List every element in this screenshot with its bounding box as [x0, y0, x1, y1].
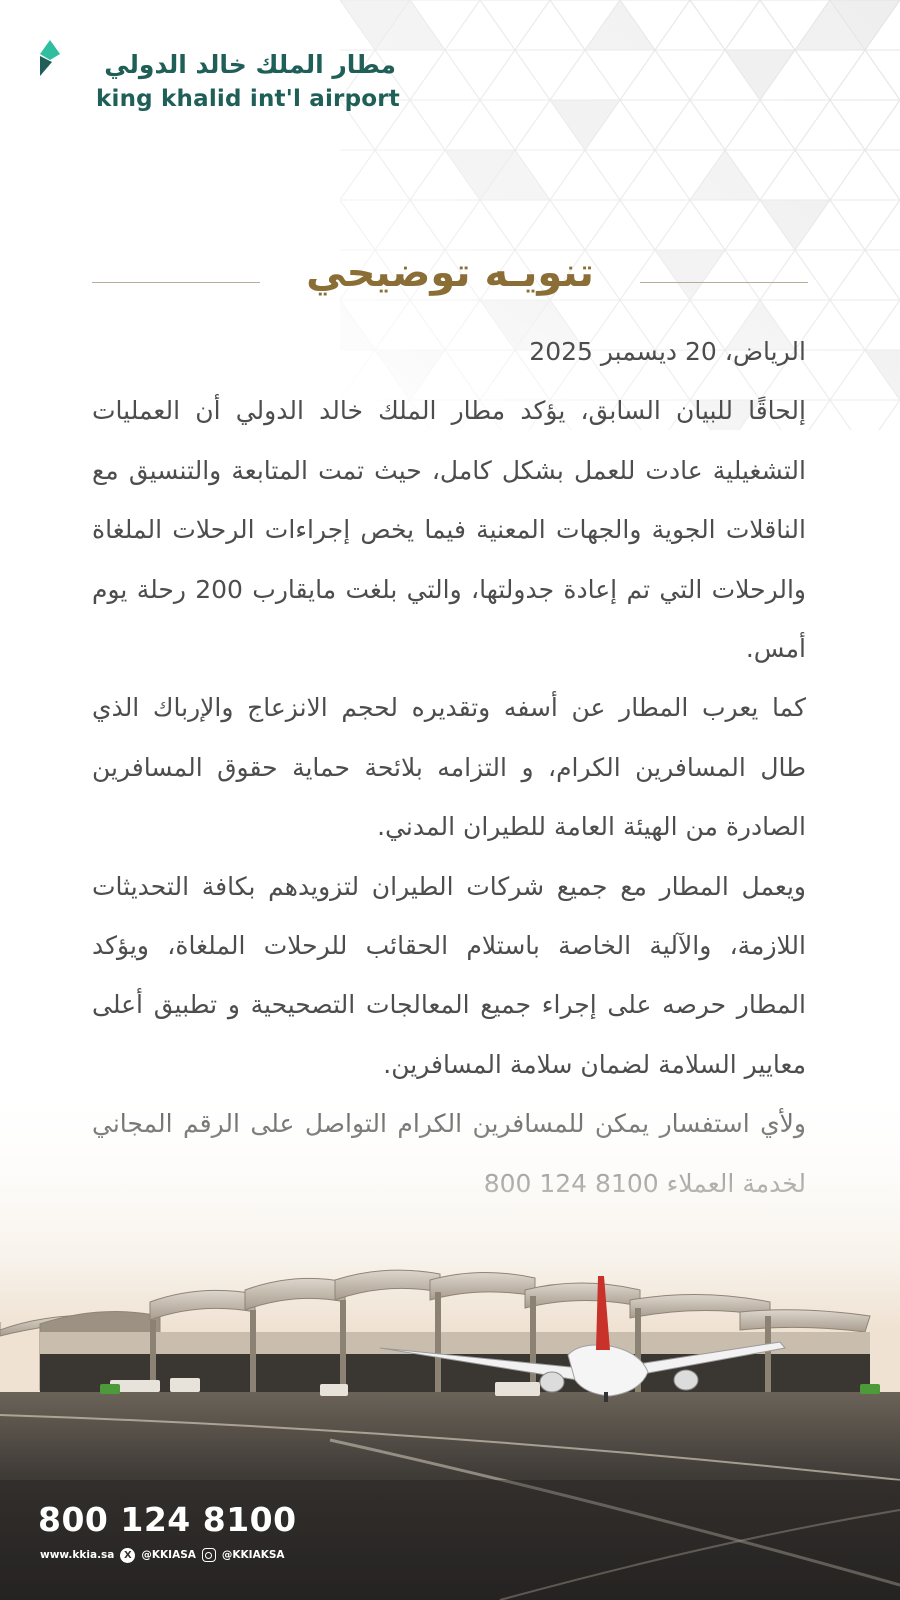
notice-title-row [92, 250, 808, 310]
title-divider-left [92, 282, 260, 283]
instagram-handle[interactable]: @KKIAKSA [221, 1549, 285, 1561]
title-divider-right [640, 282, 808, 283]
social-links [40, 1545, 285, 1565]
instagram-icon [202, 1548, 216, 1562]
logo-arabic-name: مطار الملك خالد الدولي [104, 50, 396, 79]
paragraph-1: إلحاقًا للبيان السابق، يؤكد مطار الملك خالد الدولي أن العمليات التشغيلية عادت للعمل بشكل كامل، حيث تمت المتابعة والتنسيق مع الناقلات الجوية والجهات المعنية فيما يخص إجراءات الرحلات الملغاة والرحلات التي تم إعادة جدولتها، والتي بلغت مايقارب 200 رحلة يوم أمس. [92, 396, 806, 664]
airport-logo [36, 36, 400, 126]
dateline: الرياض، 20 ديسمبر 2025 [529, 337, 806, 366]
paragraph-3: ويعمل المطار مع جميع شركات الطيران لتزويدهم بكافة التحديثات اللازمة، والآلية الخاصة باستلام الحقائب للرحلات الملغاة، ويؤكد المطار حرصه على إجراء جميع المعالجات التصحيحية و تطبيق أعلى معايير السلامة لضمان سلامة المسافرين. [92, 871, 806, 1079]
website-link[interactable]: www.kkia.sa [40, 1549, 115, 1561]
x-logo-icon: X [120, 1548, 135, 1563]
footer-phone-number: 800 124 8100 [38, 1500, 297, 1539]
kkia-leaf-icon [38, 38, 62, 80]
paragraph-2: كما يعرب المطار عن أسفه وتقديره لحجم الانزعاج والإرباك الذي طال المسافرين الكرام، و التزامه بلائحة حماية حقوق المسافرين الصادرة من الهيئة العامة للطيران المدني. [92, 693, 806, 842]
x-handle[interactable]: @KKIASA [141, 1549, 196, 1561]
notice-title: تنويـه توضيحي [306, 250, 594, 296]
logo-english-name: king khalid int'l airport [96, 86, 400, 112]
